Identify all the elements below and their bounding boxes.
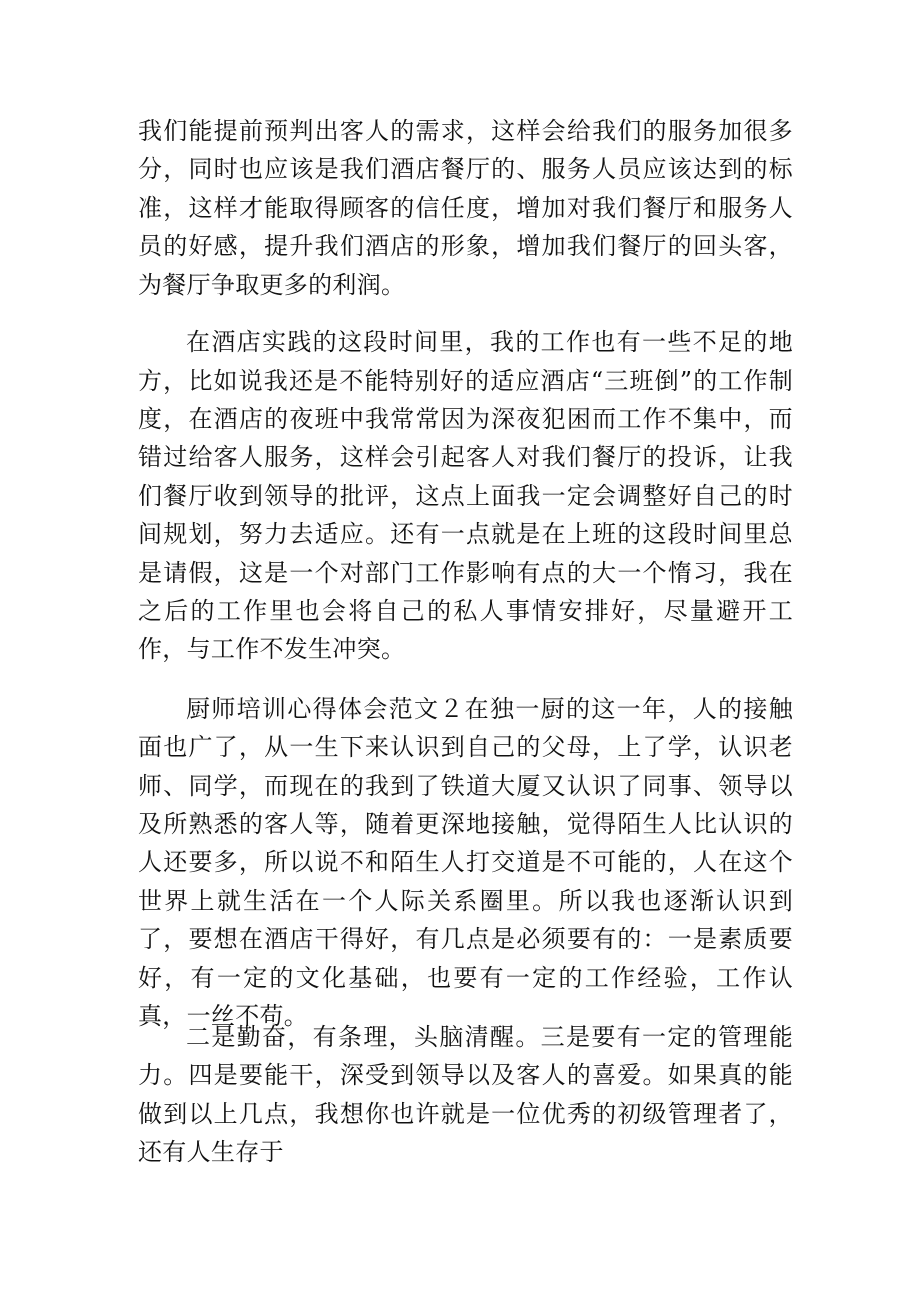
paragraph-chef-training: 厨师培训心得体会范文２在独一厨的这一年，人的接触面也广了，从一生下来认识到自己的父母，上了学，认识老师、同学，而现在的我到了铁道大厦又认识了同事、领导以及所熟悉的客人等，随着更深地接触，觉得陌生人比认识的人还要多，所以说不和陌生人打交道是不可能的，人在这个世界上就生活在一个人际关系圈里。所以我也逐渐认识到了，要想在酒店干得好，有几点是必须要有的：一是素质要好，有一定的文化基础，也要有一定的工作经验，工作认真，一丝不苟。 [138,694,793,1031]
document-body [138,112,793,1172]
paragraph-shortcomings: 在酒店实践的这段时间里，我的工作也有一些不足的地方，比如说我还是不能特别好的适应酒店“三班倒”的工作制度，在酒店的夜班中我常常因为深夜犯困而工作不集中，而错过给客人服务，这样会引起客人对我们餐厅的投诉，让我们餐厅收到领导的批评，这点上面我一定会调整好自己的时间规划，努力去适应。还有一点就是在上班的这段时间里总是请假，这是一个对部门工作影响有点的大一个惰习，我在之后的工作里也会将自己的私人事情安排好，尽量避开工作，与工作不发生冲突。 [138,328,793,664]
paragraph-service-standards: 我们能提前预判出客人的需求，这样会给我们的服务加很多分，同时也应该是我们酒店餐厅的、服务人员应该达到的标准，这样才能取得顾客的信任度，增加对我们餐厅和服务人员的好感，提升我们酒店的形象，增加我们餐厅的回头客，为餐厅争取更多的利润。 [138,117,793,299]
paragraph-management-qualities: 二是勤奋，有条理，头脑清醒。三是要有一定的管理能力。四是要能干，深受到领导以及客人的喜爱。如果真的能做到以上几点，我想你也许就是一位优秀的初级管理者了，还有人生存于 [138,1022,793,1167]
